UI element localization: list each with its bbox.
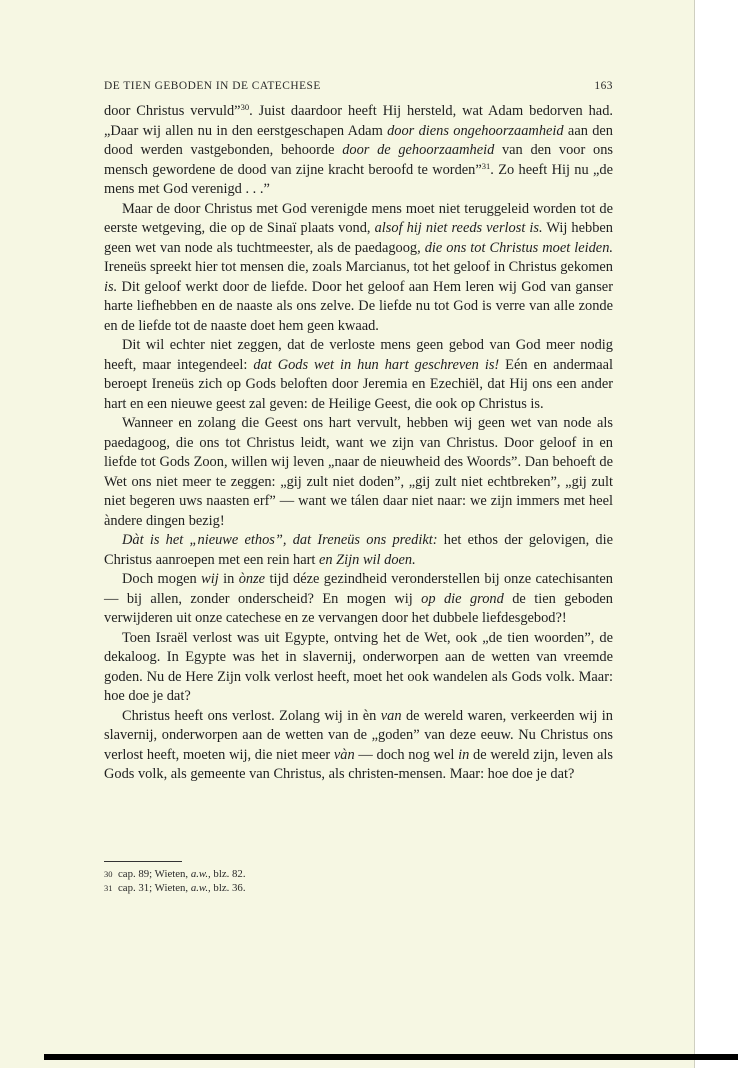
italic-text: alsof hij niet reeds verlost is. (374, 220, 543, 236)
paragraph (104, 707, 613, 785)
text-run: aan den dood werden vastgebonden, behoorde (104, 122, 613, 158)
footnote-number: 30 (104, 869, 113, 879)
italic-text: ònze (238, 571, 266, 587)
page-number: 163 (594, 80, 613, 92)
italic-text: is. (104, 278, 118, 295)
text-run: . Zo heeft Hij nu „de mens met God verenigd . . .” (104, 161, 613, 197)
paragraph (104, 414, 613, 531)
text-run: Wij hebben geen wet van node als tuchtmeester, als de paedagoog, (104, 220, 613, 256)
footnote-ref: 31 (481, 160, 491, 171)
italic-text: wij (201, 571, 219, 587)
text-run: Ireneüs spreekt hier tot mensen die, zoals Marcianus, tot het geloof in Christus gekomen (104, 259, 613, 275)
italic-text: op die grond (421, 590, 504, 607)
italic-text: door diens ongehoorzaamheid (387, 122, 564, 139)
text-run: Dit geloof werkt door de liefde. Door het geloof aan Hem leren wij God van ganser harte liefhebben en de naaste als ons zelve. De liefde nu tot God is verre van alle zonde en de liefde tot de naaste doet hem geen kwaad. (104, 278, 613, 334)
scan-edge-bar (44, 1054, 738, 1060)
paragraph (104, 200, 613, 337)
body-text (104, 102, 613, 785)
italic-text: in (458, 746, 470, 763)
footnote (104, 882, 613, 896)
text-run: — doch nog wel (354, 746, 459, 763)
text-run: de wereld waren, verkeerden wij in slavernij, onderworpen aan de wetten van de „goden” van deze eeuw. Nu Christus ons verlost heeft, moeten wij, die niet meer (104, 707, 614, 763)
italic-text: die ons tot Christus moet leiden. (424, 239, 613, 256)
text-run: de tien geboden verwijderen uit onze catechese en ze vervangen door het dubbele liefdesgebod?! (104, 590, 613, 626)
footnote (104, 868, 613, 882)
paragraph (104, 531, 613, 570)
text-run: Eén en andermaal beroept Ireneüs zich op Gods beloften door Jeremia en Ezechiël, dat Hij ons een ander hart en een nieuwe geest zal geven: de Heilige Geest, die ook op Christus is. (104, 356, 613, 412)
running-header (104, 80, 613, 92)
text-run: blz. 36. (210, 881, 246, 894)
text-run: Maar de door Christus met God verenigde mens moet niet teruggeleid worden tot de eerste wetgeving, die op de Sinaï plaats vond, (104, 200, 613, 236)
text-run: door Christus vervuld” (104, 103, 241, 119)
footnotes (104, 868, 613, 895)
italic-text: a.w., (190, 881, 211, 894)
italic-text: Dàt is het „nieuwe ethos”, dat Ireneüs ons predikt: (122, 532, 438, 548)
paragraph (104, 336, 613, 414)
italic-text: van (380, 707, 402, 724)
italic-text: vàn (333, 746, 355, 763)
text-run: van den voor ons mensch gewordene de dood van zijne kracht beroofd te worden” (104, 142, 613, 178)
italic-text: a.w., (190, 868, 211, 880)
footnote-rule (104, 861, 182, 862)
italic-text: door de gehoorzaamheid (342, 142, 495, 158)
paragraph (104, 570, 613, 629)
text-run: cap. 31; Wieten, (118, 881, 191, 894)
text-run: in (218, 571, 239, 587)
text-run: Christus heeft ons verlost. Zolang wij in èn (122, 707, 381, 724)
text-run: blz. 82. (210, 868, 246, 880)
text-run: Doch mogen (122, 571, 202, 587)
text-run: cap. 89; Wieten, (118, 868, 191, 880)
italic-text: dat Gods wet in hun hart geschreven is! (253, 356, 500, 373)
text-run: Wanneer en zolang die Geest ons hart vervult, hebben wij geen wet van node als paedagoog, die ons tot Christus leidt, want we zijn van Christus. Door geloof in en liefde tot Gods Zoon, willen wij leven „naar de nieuwheid des Woords”. Dan behoeft de Wet ons niet meer te zeggen: „gij zult niet doden”, „gij zult niet echtbreken”, „gij zult niet begeren uws naasten erf” — want we tálen daar niet naar: we zijn immers met heel àndere dingen bezig! (104, 415, 613, 529)
footnote-number: 31 (104, 882, 113, 893)
text-run: tijd déze gezindheid veronderstellen bij onze catechisanten — bij allen, zonder onderscheid? En mogen wij (104, 571, 613, 607)
text-run: de wereld zijn, leven als Gods volk, als gemeente van Christus, als christen-mensen. Maar: hoe doe je dat? (104, 746, 613, 782)
italic-text: en Zijn wil doen. (318, 551, 416, 568)
running-title: DE TIEN GEBODEN IN DE CATECHESE (104, 80, 321, 92)
paragraph (104, 102, 613, 200)
footnote-ref: 30 (240, 102, 250, 112)
text-run: het ethos der gelovigen, die Christus aanroepen met een rein hart (104, 532, 614, 568)
paragraph (104, 629, 613, 707)
text-run: Dit wil echter niet zeggen, dat de verloste mens geen gebod van God meer nodig heeft, maar integendeel: (104, 337, 613, 373)
text-run: . Juist daardoor heeft Hij hersteld, wat Adam bedorven had. „Daar wij allen nu in den eerstgeschapen Adam (104, 103, 613, 139)
text-run: Toen Israël verlost was uit Egypte, ontving het de Wet, ook „de tien woorden”, de dekaloog. In Egypte was het in slavernij, onderworpen aan de wetten van vreemde goden. Nu de Here Zijn volk verlost heeft, moet het ook wandelen als Gods volk. Maar: hoe doe je dat? (104, 629, 613, 704)
